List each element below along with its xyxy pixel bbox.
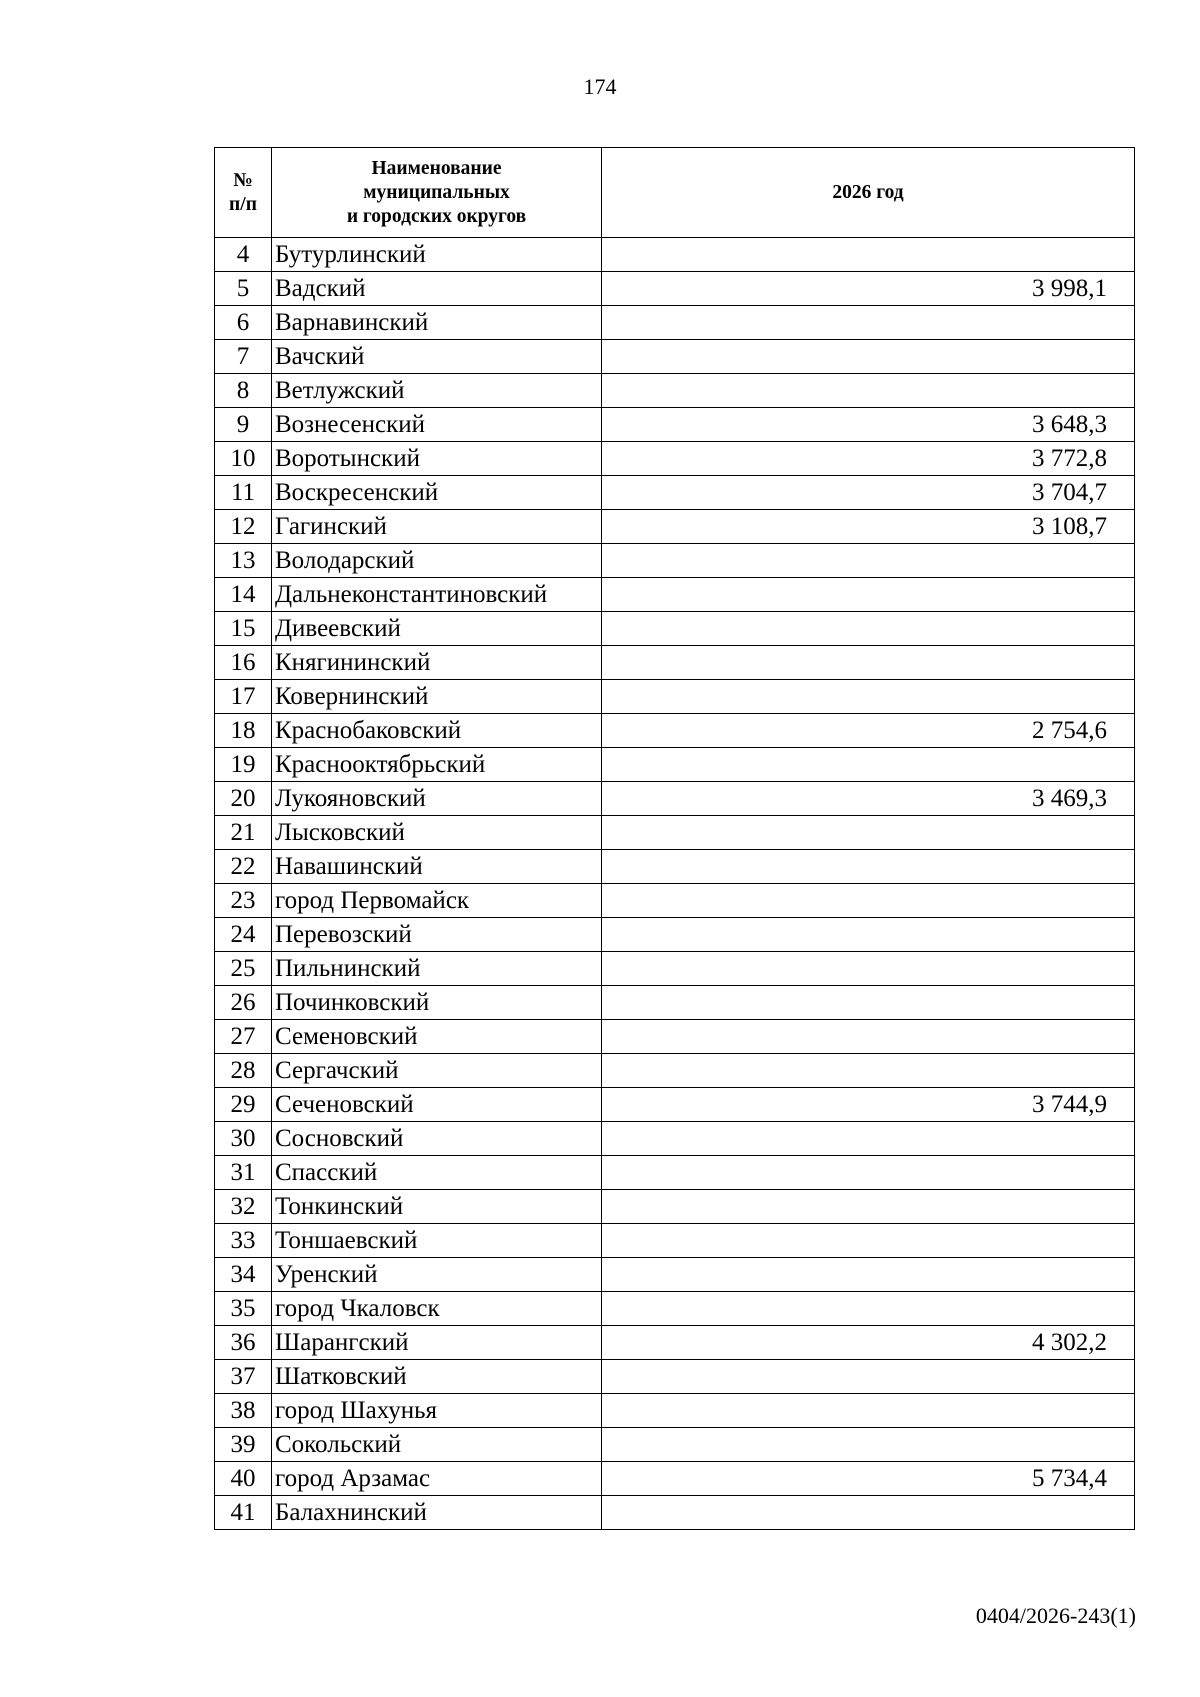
table-row bbox=[215, 306, 1135, 340]
row-number: 11 bbox=[215, 476, 272, 510]
row-value: 3 469,3 bbox=[602, 782, 1135, 816]
table-row bbox=[215, 850, 1135, 884]
table-body bbox=[215, 238, 1135, 1530]
row-value bbox=[602, 952, 1135, 986]
header-name-line2: муниципальных bbox=[363, 181, 510, 203]
row-value: 3 648,3 bbox=[602, 408, 1135, 442]
row-value bbox=[602, 1224, 1135, 1258]
row-district-name: Тоншаевский bbox=[272, 1224, 602, 1258]
row-value: 3 998,1 bbox=[602, 272, 1135, 306]
row-value bbox=[602, 1258, 1135, 1292]
row-value: 3 744,9 bbox=[602, 1088, 1135, 1122]
row-district-name: Бутурлинский bbox=[272, 238, 602, 272]
table-row bbox=[215, 578, 1135, 612]
row-district-name: Сокольский bbox=[272, 1428, 602, 1462]
row-district-name: город Шахунья bbox=[272, 1394, 602, 1428]
table-row bbox=[215, 374, 1135, 408]
row-district-name: Сергачский bbox=[272, 1054, 602, 1088]
row-value bbox=[602, 646, 1135, 680]
row-number: 41 bbox=[215, 1496, 272, 1530]
row-number: 16 bbox=[215, 646, 272, 680]
row-number: 35 bbox=[215, 1292, 272, 1326]
table-row bbox=[215, 1428, 1135, 1462]
row-value: 5 734,4 bbox=[602, 1462, 1135, 1496]
row-district-name: Семеновский bbox=[272, 1020, 602, 1054]
header-name-line3: и городских округов bbox=[346, 205, 527, 227]
table-row bbox=[215, 408, 1135, 442]
row-value bbox=[602, 1156, 1135, 1190]
table-row bbox=[215, 646, 1135, 680]
table-row bbox=[215, 1122, 1135, 1156]
row-number: 22 bbox=[215, 850, 272, 884]
row-value bbox=[602, 850, 1135, 884]
row-number: 33 bbox=[215, 1224, 272, 1258]
row-district-name: Починковский bbox=[272, 986, 602, 1020]
row-number: 10 bbox=[215, 442, 272, 476]
header-value: 2026 год bbox=[602, 148, 1135, 238]
row-district-name: Воскресенский bbox=[272, 476, 602, 510]
row-district-name: Навашинский bbox=[272, 850, 602, 884]
row-number: 28 bbox=[215, 1054, 272, 1088]
table-row bbox=[215, 918, 1135, 952]
row-value bbox=[602, 1054, 1135, 1088]
header-name-line1: Наименование bbox=[371, 157, 502, 179]
row-district-name: Вачский bbox=[272, 340, 602, 374]
table-row bbox=[215, 986, 1135, 1020]
row-value: 3 108,7 bbox=[602, 510, 1135, 544]
row-district-name: Шатковский bbox=[272, 1360, 602, 1394]
row-district-name: город Чкаловск bbox=[272, 1292, 602, 1326]
table-row bbox=[215, 238, 1135, 272]
table-row bbox=[215, 510, 1135, 544]
row-number: 36 bbox=[215, 1326, 272, 1360]
row-number: 9 bbox=[215, 408, 272, 442]
row-number: 24 bbox=[215, 918, 272, 952]
row-value bbox=[602, 1122, 1135, 1156]
row-number: 37 bbox=[215, 1360, 272, 1394]
row-value bbox=[602, 544, 1135, 578]
row-number: 25 bbox=[215, 952, 272, 986]
row-number: 39 bbox=[215, 1428, 272, 1462]
row-number: 26 bbox=[215, 986, 272, 1020]
table-row bbox=[215, 1292, 1135, 1326]
row-district-name: Дальнеконстантиновский bbox=[272, 578, 602, 612]
row-district-name: Володарский bbox=[272, 544, 602, 578]
table-row bbox=[215, 1496, 1135, 1530]
row-value: 3 772,8 bbox=[602, 442, 1135, 476]
table-row bbox=[215, 1258, 1135, 1292]
table-row bbox=[215, 748, 1135, 782]
row-number: 6 bbox=[215, 306, 272, 340]
row-district-name: Вознесенский bbox=[272, 408, 602, 442]
table-row bbox=[215, 884, 1135, 918]
table-row bbox=[215, 340, 1135, 374]
row-value bbox=[602, 1394, 1135, 1428]
table-row bbox=[215, 816, 1135, 850]
table-header-row bbox=[215, 148, 1135, 238]
row-number: 7 bbox=[215, 340, 272, 374]
row-number: 12 bbox=[215, 510, 272, 544]
table-row bbox=[215, 1020, 1135, 1054]
row-district-name: Княгининский bbox=[272, 646, 602, 680]
row-district-name: Лысковский bbox=[272, 816, 602, 850]
header-number-line1: № bbox=[233, 169, 253, 191]
table-row bbox=[215, 1326, 1135, 1360]
row-value bbox=[602, 578, 1135, 612]
header-number-line2: п/п bbox=[229, 193, 257, 215]
row-value bbox=[602, 306, 1135, 340]
table-row bbox=[215, 1190, 1135, 1224]
row-district-name: город Арзамас bbox=[272, 1462, 602, 1496]
table-row bbox=[215, 952, 1135, 986]
row-district-name: Краснобаковский bbox=[272, 714, 602, 748]
row-number: 21 bbox=[215, 816, 272, 850]
row-value bbox=[602, 748, 1135, 782]
row-value bbox=[602, 1428, 1135, 1462]
row-value bbox=[602, 238, 1135, 272]
table-row bbox=[215, 782, 1135, 816]
table-row bbox=[215, 544, 1135, 578]
row-number: 17 bbox=[215, 680, 272, 714]
row-district-name: Спасский bbox=[272, 1156, 602, 1190]
row-district-name: Перевозский bbox=[272, 918, 602, 952]
row-number: 18 bbox=[215, 714, 272, 748]
row-number: 19 bbox=[215, 748, 272, 782]
row-value bbox=[602, 374, 1135, 408]
row-district-name: Варнавинский bbox=[272, 306, 602, 340]
table-row bbox=[215, 1156, 1135, 1190]
row-number: 32 bbox=[215, 1190, 272, 1224]
row-district-name: Лукояновский bbox=[272, 782, 602, 816]
row-district-name: Уренский bbox=[272, 1258, 602, 1292]
row-number: 30 bbox=[215, 1122, 272, 1156]
row-value bbox=[602, 1190, 1135, 1224]
allocation-table bbox=[214, 147, 1135, 1530]
row-value bbox=[602, 1020, 1135, 1054]
row-value bbox=[602, 1496, 1135, 1530]
table-row bbox=[215, 1054, 1135, 1088]
table-row bbox=[215, 612, 1135, 646]
table-row bbox=[215, 1088, 1135, 1122]
row-number: 31 bbox=[215, 1156, 272, 1190]
row-value bbox=[602, 612, 1135, 646]
row-value bbox=[602, 680, 1135, 714]
row-district-name: Шарангский bbox=[272, 1326, 602, 1360]
header-number bbox=[215, 148, 272, 238]
allocation-table-container bbox=[214, 147, 1135, 1530]
table-row bbox=[215, 1462, 1135, 1496]
page-number: 174 bbox=[583, 74, 617, 99]
row-number: 38 bbox=[215, 1394, 272, 1428]
row-district-name: Сосновский bbox=[272, 1122, 602, 1156]
row-value bbox=[602, 816, 1135, 850]
row-district-name: Ветлужский bbox=[272, 374, 602, 408]
row-value bbox=[602, 1292, 1135, 1326]
row-number: 5 bbox=[215, 272, 272, 306]
row-district-name: Краснооктябрьский bbox=[272, 748, 602, 782]
document-code: 0404/2026-243(1) bbox=[975, 1603, 1136, 1628]
row-district-name: Балахнинский bbox=[272, 1496, 602, 1530]
row-number: 40 bbox=[215, 1462, 272, 1496]
row-number: 27 bbox=[215, 1020, 272, 1054]
row-district-name: город Первомайск bbox=[272, 884, 602, 918]
table-row bbox=[215, 272, 1135, 306]
row-number: 13 bbox=[215, 544, 272, 578]
row-value: 3 704,7 bbox=[602, 476, 1135, 510]
row-number: 8 bbox=[215, 374, 272, 408]
row-district-name: Вадский bbox=[272, 272, 602, 306]
table-row bbox=[215, 680, 1135, 714]
row-value bbox=[602, 986, 1135, 1020]
table-row bbox=[215, 476, 1135, 510]
row-number: 14 bbox=[215, 578, 272, 612]
row-district-name: Пильнинский bbox=[272, 952, 602, 986]
row-value bbox=[602, 918, 1135, 952]
table-row bbox=[215, 1224, 1135, 1258]
row-value: 4 302,2 bbox=[602, 1326, 1135, 1360]
row-number: 29 bbox=[215, 1088, 272, 1122]
row-value bbox=[602, 884, 1135, 918]
header-name bbox=[272, 148, 602, 238]
row-number: 20 bbox=[215, 782, 272, 816]
row-district-name: Дивеевский bbox=[272, 612, 602, 646]
row-district-name: Воротынский bbox=[272, 442, 602, 476]
table-row bbox=[215, 1394, 1135, 1428]
row-value bbox=[602, 340, 1135, 374]
row-district-name: Гагинский bbox=[272, 510, 602, 544]
table-row bbox=[215, 714, 1135, 748]
row-district-name: Тонкинский bbox=[272, 1190, 602, 1224]
row-number: 15 bbox=[215, 612, 272, 646]
row-district-name: Ковернинский bbox=[272, 680, 602, 714]
row-number: 4 bbox=[215, 238, 272, 272]
row-value: 2 754,6 bbox=[602, 714, 1135, 748]
row-district-name: Сеченовский bbox=[272, 1088, 602, 1122]
table-row bbox=[215, 1360, 1135, 1394]
row-number: 34 bbox=[215, 1258, 272, 1292]
row-number: 23 bbox=[215, 884, 272, 918]
row-value bbox=[602, 1360, 1135, 1394]
table-row bbox=[215, 442, 1135, 476]
